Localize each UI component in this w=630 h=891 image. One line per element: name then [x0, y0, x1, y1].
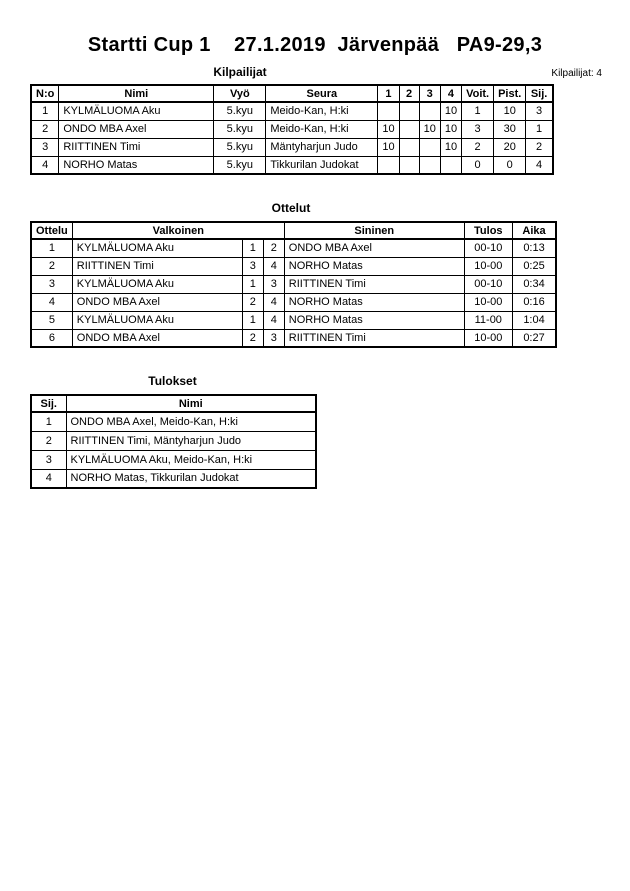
- column-header: Ottelu: [31, 222, 72, 239]
- table-cell: 10-00: [464, 293, 512, 311]
- table-cell: [378, 102, 399, 120]
- table-cell: 1:04: [512, 311, 556, 329]
- column-header: Sij.: [31, 395, 66, 412]
- table-cell: 4: [526, 156, 553, 174]
- table-row: [31, 450, 316, 469]
- table-cell: [399, 138, 419, 156]
- table-cell: 0:13: [512, 239, 556, 257]
- table-cell: 5: [31, 311, 72, 329]
- matches-table: [30, 221, 557, 348]
- competitors-table: [30, 84, 554, 175]
- table-cell: 10: [378, 120, 399, 138]
- matches-heading: Ottelut: [271, 201, 311, 215]
- table-cell: 1: [242, 275, 263, 293]
- table-row: [31, 138, 553, 156]
- column-header: Sininen: [284, 222, 464, 239]
- table-cell: 1: [31, 412, 66, 431]
- table-cell: 2: [462, 138, 494, 156]
- table-cell: [399, 120, 419, 138]
- table-cell: 3: [31, 450, 66, 469]
- matches-header-row: [31, 222, 556, 239]
- column-header: N:o: [31, 85, 59, 102]
- table-cell: ONDO MBA Axel: [72, 329, 242, 347]
- column-header: 4: [440, 85, 461, 102]
- table-cell: 10: [494, 102, 526, 120]
- table-cell: 10: [419, 120, 440, 138]
- table-cell: 11-00: [464, 311, 512, 329]
- competitors-body: [31, 102, 553, 174]
- table-cell: 4: [263, 257, 284, 275]
- table-cell: KYLMÄLUOMA Aku: [72, 311, 242, 329]
- column-header: 2: [399, 85, 419, 102]
- table-row: [31, 431, 316, 450]
- table-cell: 30: [494, 120, 526, 138]
- competitors-heading: Kilpailijat: [213, 65, 267, 79]
- table-cell: 3: [263, 275, 284, 293]
- column-header: Valkoinen: [72, 222, 284, 239]
- table-cell: RIITTINEN Timi: [284, 329, 464, 347]
- table-cell: KYLMÄLUOMA Aku: [72, 239, 242, 257]
- table-row: [31, 311, 556, 329]
- table-row: [31, 257, 556, 275]
- table-cell: 1: [242, 311, 263, 329]
- column-header: Nimi: [59, 85, 214, 102]
- table-cell: 10-00: [464, 329, 512, 347]
- table-cell: 10: [378, 138, 399, 156]
- table-cell: 3: [31, 138, 59, 156]
- table-row: [31, 156, 553, 174]
- table-cell: RIITTINEN Timi: [59, 138, 214, 156]
- table-cell: 2: [526, 138, 553, 156]
- competitor-count-label: Kilpailijat: 4: [551, 68, 602, 79]
- table-row: [31, 239, 556, 257]
- table-cell: 0: [462, 156, 494, 174]
- table-cell: 5.kyu: [214, 156, 266, 174]
- table-cell: 5.kyu: [214, 138, 266, 156]
- table-cell: RIITTINEN Timi, Mäntyharjun Judo: [66, 431, 316, 450]
- table-row: [31, 469, 316, 488]
- results-body: [31, 412, 316, 488]
- table-cell: NORHO Matas: [59, 156, 214, 174]
- table-row: [31, 102, 553, 120]
- table-cell: 2: [31, 431, 66, 450]
- table-cell: [399, 156, 419, 174]
- table-row: [31, 329, 556, 347]
- column-header: 3: [419, 85, 440, 102]
- table-cell: Meido-Kan, H:ki: [266, 102, 378, 120]
- table-cell: 0: [494, 156, 526, 174]
- column-header: Tulos: [464, 222, 512, 239]
- table-cell: 1: [31, 239, 72, 257]
- table-cell: NORHO Matas, Tikkurilan Judokat: [66, 469, 316, 488]
- table-cell: Mäntyharjun Judo: [266, 138, 378, 156]
- table-cell: 0:27: [512, 329, 556, 347]
- column-header: Vyö: [214, 85, 266, 102]
- table-cell: KYLMÄLUOMA Aku: [59, 102, 214, 120]
- table-cell: 1: [31, 102, 59, 120]
- table-cell: 00-10: [464, 239, 512, 257]
- table-cell: 3: [263, 329, 284, 347]
- table-cell: RIITTINEN Timi: [72, 257, 242, 275]
- table-cell: Tikkurilan Judokat: [266, 156, 378, 174]
- table-cell: NORHO Matas: [284, 257, 464, 275]
- results-header-row: [31, 395, 316, 412]
- table-cell: NORHO Matas: [284, 311, 464, 329]
- results-table: [30, 394, 317, 489]
- column-header: Pist.: [494, 85, 526, 102]
- table-row: [31, 293, 556, 311]
- table-cell: 1: [462, 102, 494, 120]
- matches-body: [31, 239, 556, 347]
- table-cell: 4: [31, 293, 72, 311]
- table-cell: [378, 156, 399, 174]
- table-cell: 00-10: [464, 275, 512, 293]
- column-header: Voit.: [462, 85, 494, 102]
- table-cell: 5.kyu: [214, 102, 266, 120]
- table-cell: 5.kyu: [214, 120, 266, 138]
- table-cell: 4: [31, 469, 66, 488]
- table-cell: 4: [263, 293, 284, 311]
- table-cell: 4: [263, 311, 284, 329]
- table-cell: 2: [31, 120, 59, 138]
- competitors-header-row: [31, 85, 553, 102]
- table-cell: 3: [242, 257, 263, 275]
- table-cell: 10: [440, 138, 461, 156]
- table-cell: [419, 156, 440, 174]
- table-cell: 3: [526, 102, 553, 120]
- table-cell: [440, 156, 461, 174]
- table-cell: [399, 102, 419, 120]
- table-cell: 20: [494, 138, 526, 156]
- column-header: Sij.: [526, 85, 553, 102]
- table-row: [31, 412, 316, 431]
- table-cell: 2: [263, 239, 284, 257]
- table-cell: 3: [31, 275, 72, 293]
- table-cell: 3: [462, 120, 494, 138]
- column-header: Nimi: [66, 395, 316, 412]
- table-cell: 10: [440, 102, 461, 120]
- table-cell: NORHO Matas: [284, 293, 464, 311]
- table-cell: ONDO MBA Axel: [59, 120, 214, 138]
- table-cell: 1: [526, 120, 553, 138]
- table-cell: 0:25: [512, 257, 556, 275]
- table-cell: 2: [31, 257, 72, 275]
- table-cell: ONDO MBA Axel: [72, 293, 242, 311]
- table-cell: 4: [31, 156, 59, 174]
- table-cell: 0:16: [512, 293, 556, 311]
- table-cell: [419, 138, 440, 156]
- column-header: Seura: [266, 85, 378, 102]
- table-cell: [419, 102, 440, 120]
- table-cell: 10-00: [464, 257, 512, 275]
- table-cell: ONDO MBA Axel, Meido-Kan, H:ki: [66, 412, 316, 431]
- table-cell: 0:34: [512, 275, 556, 293]
- table-cell: 6: [31, 329, 72, 347]
- table-row: [31, 120, 553, 138]
- table-cell: KYLMÄLUOMA Aku, Meido-Kan, H:ki: [66, 450, 316, 469]
- column-header: 1: [378, 85, 399, 102]
- table-cell: KYLMÄLUOMA Aku: [72, 275, 242, 293]
- column-header: Aika: [512, 222, 556, 239]
- table-row: [31, 275, 556, 293]
- table-cell: 10: [440, 120, 461, 138]
- table-cell: 2: [242, 293, 263, 311]
- page-title: Startti Cup 1 27.1.2019 Järvenpää PA9-29,3: [87, 34, 543, 56]
- results-heading: Tulokset: [148, 374, 197, 388]
- table-cell: 2: [242, 329, 263, 347]
- table-cell: 1: [242, 239, 263, 257]
- table-cell: Meido-Kan, H:ki: [266, 120, 378, 138]
- table-cell: ONDO MBA Axel: [284, 239, 464, 257]
- table-cell: RIITTINEN Timi: [284, 275, 464, 293]
